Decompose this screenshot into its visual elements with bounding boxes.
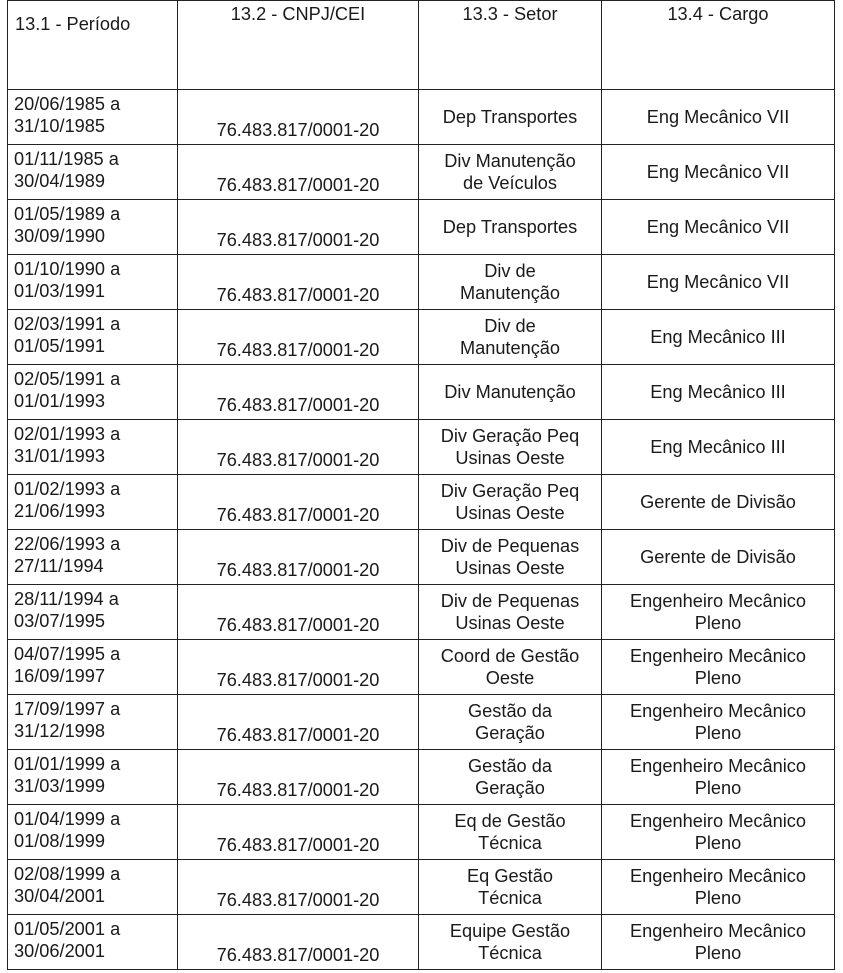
periodo-cell — [8, 145, 178, 200]
cnpj-value: 76.483.817/0001-20 — [216, 670, 380, 690]
cnpj-cell — [178, 145, 419, 200]
periodo-start: 01/11/1985 a — [14, 149, 119, 169]
periodo-cell — [8, 310, 178, 365]
cnpj-value: 76.483.817/0001-20 — [216, 175, 380, 195]
setor-line: Div Geração Peq — [440, 481, 580, 501]
setor-line: Div de — [484, 316, 536, 336]
periodo-end: 30/09/1990 — [14, 226, 106, 246]
setor-line: Geração — [475, 778, 545, 798]
periodo-cell — [8, 200, 178, 255]
cnpj-value: 76.483.817/0001-20 — [216, 835, 380, 855]
periodo-end: 01/08/1999 — [14, 831, 106, 851]
cnpj-value: 76.483.817/0001-20 — [216, 945, 380, 965]
periodo-end: 31/10/1985 — [14, 116, 106, 136]
periodo-start: 02/03/1991 a — [14, 314, 121, 334]
table-row — [8, 530, 835, 585]
setor-line: Técnica — [478, 943, 542, 963]
periodo-end: 27/11/1994 — [14, 556, 104, 576]
periodo-cell — [8, 750, 178, 805]
cnpj-cell — [178, 640, 419, 695]
setor-cell — [419, 915, 602, 970]
setor-line: Manutenção — [459, 283, 561, 303]
cargo-line: Engenheiro Mecânico — [630, 591, 806, 611]
setor-cell — [419, 420, 602, 475]
setor-cell — [419, 255, 602, 310]
table-row — [8, 695, 835, 750]
periodo-end: 30/04/1989 — [14, 171, 106, 191]
setor-cell — [419, 805, 602, 860]
cargo-cell — [602, 805, 835, 860]
periodo-end: 01/05/1991 — [14, 336, 106, 356]
cargo-line: Pleno — [694, 888, 742, 908]
periodo-cell — [8, 255, 178, 310]
cargo-line: Engenheiro Mecânico — [630, 646, 806, 666]
cnpj-cell — [178, 530, 419, 585]
table-row — [8, 640, 835, 695]
periodo-end: 30/06/2001 — [14, 941, 106, 961]
periodo-start: 01/05/2001 a — [14, 919, 121, 939]
cargo-cell — [602, 145, 835, 200]
periodo-end: 21/06/1993 — [14, 501, 106, 521]
table-row — [8, 200, 835, 255]
cargo-cell — [602, 200, 835, 255]
setor-line: Gestão da — [468, 756, 552, 776]
table-row — [8, 860, 835, 915]
setor-line: Div de — [484, 261, 536, 281]
header-cargo: 13.4 - Cargo — [602, 1, 835, 90]
cargo-line: Pleno — [694, 778, 742, 798]
setor-line: Div de Pequenas — [440, 591, 580, 611]
cargo-line: Engenheiro Mecânico — [630, 921, 806, 941]
cargo-line: Engenheiro Mecânico — [630, 701, 806, 721]
setor-cell — [419, 310, 602, 365]
setor-cell — [419, 200, 602, 255]
setor-line: Div de Pequenas — [440, 536, 580, 556]
periodo-cell — [8, 915, 178, 970]
cargo-line: Eng Mecânico III — [650, 327, 786, 347]
table-row — [8, 90, 835, 145]
cargo-cell — [602, 365, 835, 420]
table-row — [8, 145, 835, 200]
cargo-line: Eng Mecânico VII — [646, 272, 790, 292]
setor-line: Usinas Oeste — [455, 448, 565, 468]
table-row — [8, 750, 835, 805]
periodo-cell — [8, 530, 178, 585]
cnpj-value: 76.483.817/0001-20 — [216, 120, 380, 140]
header-row — [8, 1, 835, 90]
cargo-cell — [602, 90, 835, 145]
setor-cell — [419, 365, 602, 420]
setor-line: Div Manutenção — [444, 382, 576, 402]
setor-line: Equipe Gestão — [449, 921, 571, 941]
header-setor: 13.3 - Setor — [419, 1, 602, 90]
setor-line: Dep Transportes — [442, 107, 578, 127]
cnpj-value: 76.483.817/0001-20 — [216, 560, 380, 580]
cargo-cell — [602, 420, 835, 475]
setor-line: Técnica — [478, 888, 542, 908]
cnpj-value: 76.483.817/0001-20 — [216, 615, 380, 635]
cargo-cell — [602, 915, 835, 970]
header-periodo: 13.1 - Período — [8, 1, 178, 90]
setor-cell — [419, 475, 602, 530]
cargo-cell — [602, 530, 835, 585]
periodo-end: 31/01/1993 — [14, 446, 106, 466]
periodo-start: 28/11/1994 a — [14, 589, 119, 609]
table-row — [8, 805, 835, 860]
cargo-cell — [602, 475, 835, 530]
cnpj-cell — [178, 805, 419, 860]
cargo-line: Engenheiro Mecânico — [630, 756, 806, 776]
cnpj-cell — [178, 750, 419, 805]
periodo-end: 01/01/1993 — [14, 391, 106, 411]
setor-line: de Veículos — [462, 173, 558, 193]
cargo-cell — [602, 695, 835, 750]
cargo-line: Engenheiro Mecânico — [630, 811, 806, 831]
setor-line: Geração — [475, 723, 545, 743]
setor-line: Usinas Oeste — [455, 558, 565, 578]
table-body — [8, 90, 835, 970]
cnpj-value: 76.483.817/0001-20 — [216, 340, 380, 360]
table-row — [8, 310, 835, 365]
periodo-start: 17/09/1997 a — [14, 699, 121, 719]
cnpj-cell — [178, 200, 419, 255]
cargo-line: Eng Mecânico VII — [646, 107, 790, 127]
setor-line: Gestão da — [468, 701, 552, 721]
cnpj-value: 76.483.817/0001-20 — [216, 230, 380, 250]
table-row — [8, 915, 835, 970]
setor-line: Eq de Gestão — [454, 811, 566, 831]
setor-line: Usinas Oeste — [455, 503, 565, 523]
header-cnpj: 13.2 - CNPJ/CEI — [178, 1, 419, 90]
periodo-end: 30/04/2001 — [14, 886, 106, 906]
periodo-end: 01/03/1991 — [14, 281, 106, 301]
periodo-cell — [8, 695, 178, 750]
cnpj-value: 76.483.817/0001-20 — [216, 285, 380, 305]
periodo-cell — [8, 475, 178, 530]
cargo-line: Eng Mecânico VII — [646, 217, 790, 237]
setor-cell — [419, 90, 602, 145]
cargo-line: Pleno — [694, 613, 742, 633]
cnpj-cell — [178, 255, 419, 310]
periodo-start: 01/01/1999 a — [14, 754, 121, 774]
cargo-line: Pleno — [694, 668, 742, 688]
setor-cell — [419, 750, 602, 805]
cnpj-value: 76.483.817/0001-20 — [216, 780, 380, 800]
setor-line: Dep Transportes — [442, 217, 578, 237]
setor-cell — [419, 145, 602, 200]
setor-line: Div Geração Peq — [440, 426, 580, 446]
cargo-line: Engenheiro Mecânico — [630, 866, 806, 886]
cnpj-value: 76.483.817/0001-20 — [216, 450, 380, 470]
setor-line: Oeste — [485, 668, 535, 688]
periodo-end: 31/12/1998 — [14, 721, 106, 741]
cnpj-value: 76.483.817/0001-20 — [216, 725, 380, 745]
cargo-line: Gerente de Divisão — [640, 492, 796, 512]
periodo-cell — [8, 585, 178, 640]
periodo-start: 01/02/1993 a — [14, 479, 121, 499]
setor-line: Manutenção — [459, 338, 561, 358]
periodo-start: 04/07/1995 a — [14, 644, 121, 664]
periodo-cell — [8, 805, 178, 860]
periodo-start: 01/04/1999 a — [14, 809, 121, 829]
table-row — [8, 475, 835, 530]
periodo-start: 20/06/1985 a — [14, 94, 121, 114]
cnpj-cell — [178, 420, 419, 475]
table-row — [8, 420, 835, 475]
cargo-cell — [602, 585, 835, 640]
setor-cell — [419, 860, 602, 915]
setor-line: Eq Gestão — [467, 866, 553, 886]
periodo-end: 31/03/1999 — [14, 776, 106, 796]
cnpj-cell — [178, 310, 419, 365]
setor-line: Usinas Oeste — [455, 613, 565, 633]
periodo-start: 02/01/1993 a — [14, 424, 121, 444]
cargo-line: Eng Mecânico VII — [646, 162, 790, 182]
periodo-cell — [8, 365, 178, 420]
periodo-start: 02/05/1991 a — [14, 369, 121, 389]
cnpj-cell — [178, 695, 419, 750]
cnpj-cell — [178, 365, 419, 420]
setor-cell — [419, 640, 602, 695]
cargo-cell — [602, 310, 835, 365]
setor-line: Coord de Gestão — [440, 646, 580, 666]
setor-line: Div Manutenção — [444, 151, 576, 171]
periodo-end: 16/09/1997 — [14, 666, 106, 686]
cnpj-value: 76.483.817/0001-20 — [216, 505, 380, 525]
periodo-cell — [8, 860, 178, 915]
table-row — [8, 585, 835, 640]
periodo-start: 02/08/1999 a — [14, 864, 121, 884]
cnpj-cell — [178, 915, 419, 970]
setor-line: Técnica — [478, 833, 542, 853]
table-row — [8, 255, 835, 310]
cargo-line: Eng Mecânico III — [650, 437, 786, 457]
cargo-cell — [602, 860, 835, 915]
table-row — [8, 365, 835, 420]
periodo-start: 01/05/1989 a — [14, 204, 121, 224]
cargo-line: Gerente de Divisão — [640, 547, 796, 567]
cargo-line: Eng Mecânico III — [650, 382, 786, 402]
employment-history-table — [7, 0, 835, 970]
periodo-cell — [8, 420, 178, 475]
setor-cell — [419, 585, 602, 640]
cargo-cell — [602, 750, 835, 805]
periodo-start: 22/06/1993 a — [14, 534, 121, 554]
cargo-line: Pleno — [694, 723, 742, 743]
cnpj-cell — [178, 860, 419, 915]
periodo-cell — [8, 90, 178, 145]
cnpj-value: 76.483.817/0001-20 — [216, 395, 380, 415]
cargo-line: Pleno — [694, 833, 742, 853]
cnpj-cell — [178, 475, 419, 530]
cargo-line: Pleno — [694, 943, 742, 963]
periodo-start: 01/10/1990 a — [14, 259, 121, 279]
cargo-cell — [602, 640, 835, 695]
cnpj-value: 76.483.817/0001-20 — [216, 890, 380, 910]
setor-cell — [419, 695, 602, 750]
periodo-end: 03/07/1995 — [14, 611, 106, 631]
cnpj-cell — [178, 585, 419, 640]
cargo-cell — [602, 255, 835, 310]
cnpj-cell — [178, 90, 419, 145]
periodo-cell — [8, 640, 178, 695]
setor-cell — [419, 530, 602, 585]
